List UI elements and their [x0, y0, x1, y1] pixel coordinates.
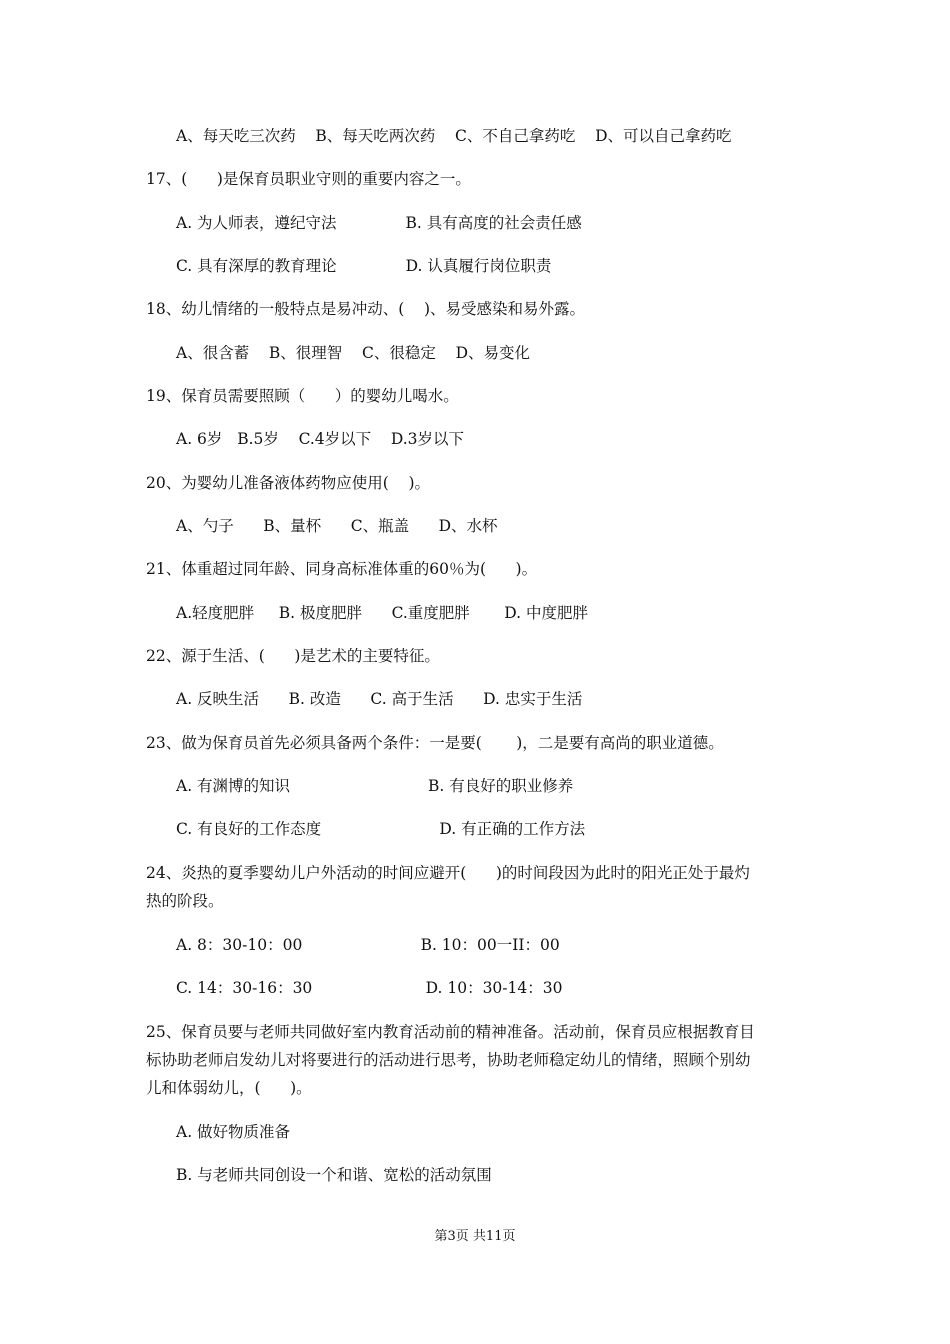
q24-stem-continued: 热的阶段。 — [146, 892, 224, 910]
q23-options-ab: A. 有渊博的知识 B. 有良好的职业修养 — [176, 777, 574, 795]
q25-option-a: A. 做好物质准备 — [176, 1123, 291, 1141]
q16-options: A、每天吃三次药 B、每天吃两次药 C、不自己拿药吃 D、可以自己拿药吃 — [176, 127, 732, 145]
q21-options: A.轻度肥胖 B. 极度肥胖 C.重度肥胖 D. 中度肥胖 — [176, 604, 589, 622]
q21-stem: 21、体重超过同年龄、同身高标准体重的60％为( )。 — [146, 560, 538, 578]
page-footer: 第3页 共11页 — [434, 1229, 516, 1244]
q19-stem: 19、保育员需要照顾（ ）的婴幼儿喝水。 — [146, 387, 459, 405]
q23-stem: 23、做为保育员首先必须具备两个条件：一是要( )，二是要有高尚的职业道德。 — [146, 734, 724, 752]
q18-options: A、很含蓄 B、很理智 C、很稳定 D、易变化 — [176, 344, 530, 362]
q25-stem: 25、保育员要与老师共同做好室内教育活动前的精神准备。活动前，保育员应根据教育目 — [146, 1023, 755, 1041]
q24-stem: 24、炎热的夏季婴幼儿户外活动的时间应避开( )的时间段因为此时的阳光正处于最灼 — [146, 864, 750, 882]
q17-options-cd: C. 具有深厚的教育理论 D. 认真履行岗位职责 — [176, 257, 552, 275]
q20-stem: 20、为婴幼儿准备液体药物应使用( )。 — [146, 474, 431, 492]
q17-options-ab: A. 为人师表，遵纪守法 B. 具有高度的社会责任感 — [176, 214, 582, 232]
q24-options-cd: C. 14：30-16：30 D. 10：30-14：30 — [176, 979, 563, 997]
q25-option-b: B. 与老师共同创设一个和谐、宽松的活动氛围 — [176, 1166, 492, 1184]
q22-options: A. 反映生活 B. 改造 C. 高于生活 D. 忠实于生活 — [176, 690, 583, 708]
q22-stem: 22、源于生活、( )是艺术的主要特征。 — [146, 647, 440, 665]
q17-stem: 17、( )是保育员职业守则的重要内容之一。 — [146, 170, 471, 188]
q20-options: A、勺子 B、量杯 C、瓶盖 D、水杯 — [176, 517, 498, 535]
q25-stem-continued-1: 标协助老师启发幼儿对将要进行的活动进行思考，协助老师稳定幼儿的情绪，照顾个别幼 — [146, 1051, 751, 1069]
q18-stem: 18、幼儿情绪的一般特点是易冲动、( )、易受感染和易外露。 — [146, 300, 586, 318]
q23-options-cd: C. 有良好的工作态度 D. 有正确的工作方法 — [176, 820, 586, 838]
q25-stem-continued-2: 儿和体弱幼儿，( )。 — [146, 1079, 312, 1097]
q19-options: A. 6岁 B.5岁 C.4岁以下 D.3岁以下 — [176, 430, 465, 448]
q24-options-ab: A. 8：30-10：00 B. 10：00一II：00 — [176, 936, 560, 954]
